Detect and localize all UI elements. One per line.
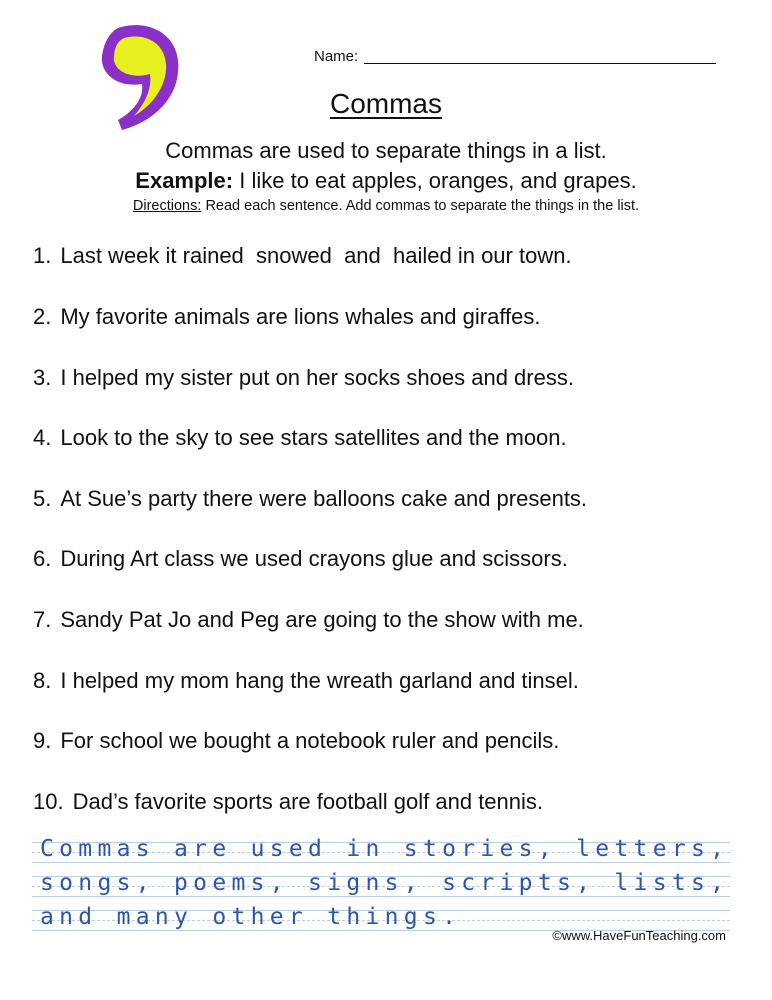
page-title: Commas — [329, 88, 442, 119]
sentence-number: 6. — [33, 546, 52, 571]
sentence-text: Sandy Pat Jo and Peg are going to the show with me. — [60, 607, 584, 632]
example-text: I like to eat apples, oranges, and grapes. — [239, 168, 637, 193]
sentence-item — [33, 243, 733, 269]
sentence-number: 9. — [33, 728, 52, 753]
handwriting-text: Commas are used in stories, letters, — [40, 836, 730, 862]
handwriting-text: and many other things. — [40, 904, 462, 930]
sentence-item — [33, 789, 733, 815]
name-field — [314, 48, 716, 65]
sentence-number: 2. — [33, 304, 52, 329]
copyright-text: ©www.HaveFunTeaching.com — [552, 928, 726, 943]
name-label: Name: — [314, 48, 359, 65]
directions-text: Read each sentence. Add commas to separate the things in the list. — [205, 198, 640, 214]
sentence-text: I helped my sister put on her socks shoes and dress. — [60, 365, 574, 390]
sentence-item — [33, 728, 733, 754]
handwriting-line — [32, 834, 730, 868]
handwriting-practice — [32, 834, 730, 936]
intro-text: Commas are used to separate things in a list. — [165, 138, 607, 163]
sentence-text: Last week it rained snowed and hailed in our town. — [60, 243, 572, 268]
sentence-item — [33, 425, 733, 451]
sentence-number: 8. — [33, 668, 52, 693]
sentence-text: I helped my mom hang the wreath garland and tinsel. — [60, 668, 579, 693]
sentence-number: 3. — [33, 365, 52, 390]
sentence-item — [33, 607, 733, 633]
sentence-item — [33, 365, 733, 391]
handwriting-text: songs, poems, signs, scripts, lists, — [40, 870, 730, 896]
sentence-text: During Art class we used crayons glue and scissors. — [60, 546, 568, 571]
example-label: Example: — [135, 168, 234, 193]
sentence-text: At Sue’s party there were balloons cake and presents. — [60, 486, 588, 511]
sentence-item — [33, 304, 733, 330]
sentence-item — [33, 668, 733, 694]
sentence-number: 10. — [33, 789, 64, 814]
sentence-item — [33, 546, 733, 572]
directions-label: Directions: — [132, 198, 202, 214]
sentence-number: 1. — [33, 243, 52, 268]
handwriting-line — [32, 868, 730, 902]
sentence-number: 4. — [33, 425, 52, 450]
sentence-text: My favorite animals are lions whales and giraffes. — [60, 304, 541, 329]
sentence-text: Look to the sky to see stars satellites and the moon. — [60, 425, 567, 450]
sentence-text: Dad’s favorite sports are football golf and tennis. — [72, 789, 544, 814]
example-line — [0, 168, 772, 194]
sentence-text: For school we bought a notebook ruler and pencils. — [60, 728, 560, 753]
page-title-wrap — [0, 88, 772, 120]
name-blank-line[interactable] — [364, 49, 716, 64]
directions-line — [0, 198, 772, 214]
sentence-item — [33, 486, 733, 512]
sentence-number: 5. — [33, 486, 52, 511]
sentence-number: 7. — [33, 607, 52, 632]
